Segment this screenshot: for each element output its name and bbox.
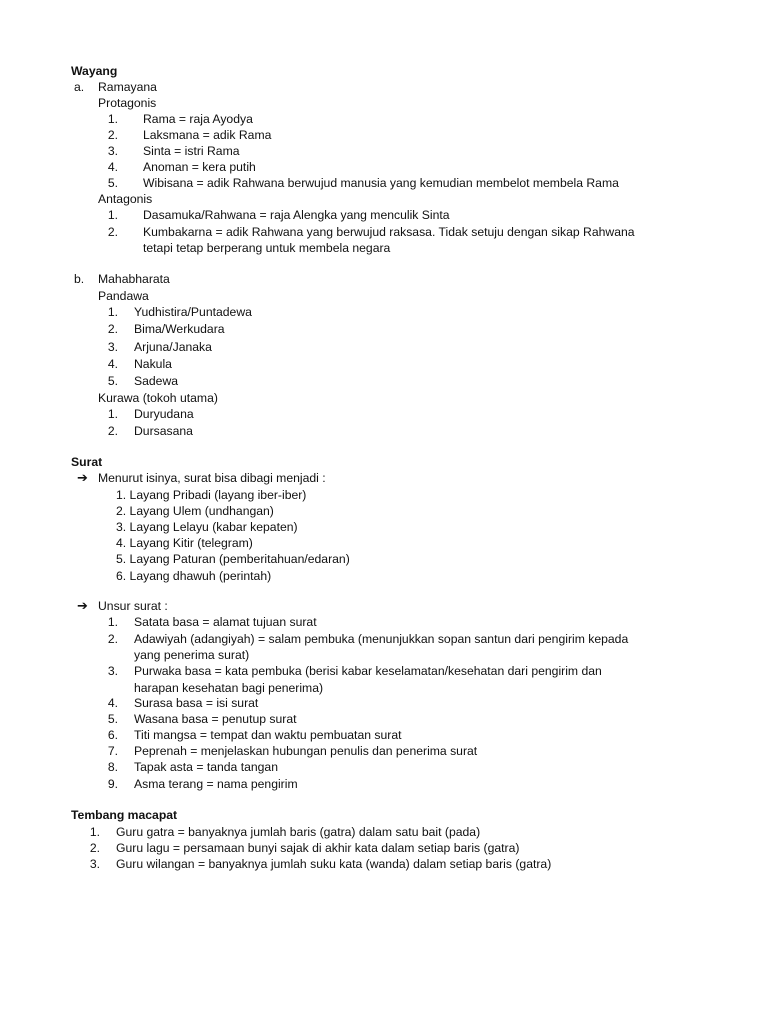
list-item: 2. Layang Ulem (undhangan) [116,504,274,518]
list-number: 1. [107,305,118,319]
list-marker: b. [74,272,85,286]
list-item: 1. Layang Pribadi (layang iber-iber) [116,488,307,502]
list-item: Titi mangsa = tempat dan waktu pembuatan surat [134,728,402,742]
list-item: 5. Layang Paturan (pemberitahuan/edaran) [116,552,350,566]
list-item: Sadewa [134,374,179,388]
list-number: 4. [107,357,118,371]
list-item: Purwaka basa = kata pembuka (berisi kabar keselamatan/kesehatan dari pengirim dan [134,664,602,678]
surat-unsur-intro: Unsur surat : [98,599,168,613]
list-number: 4. [107,696,118,710]
list-number: 2. [107,225,118,239]
list-number: 1. [107,112,118,126]
list-item: 4. Layang Kitir (telegram) [116,536,253,550]
list-item: 6. Layang dhawuh (perintah) [116,569,272,583]
list-number: 5. [107,176,118,190]
list-number: 3. [107,340,118,354]
list-number: 1. [89,825,100,839]
list-item: Arjuna/Janaka [134,340,212,354]
list-number: 1. [107,615,118,629]
list-item: Guru gatra = banyaknya jumlah baris (gatra) dalam satu bait (pada) [116,825,481,839]
list-number: 3. [89,857,100,871]
arrow-bullet-icon: ➔ [77,598,88,613]
list-item: Duryudana [134,407,194,421]
list-number: 2. [107,128,118,142]
list-item: Wibisana = adik Rahwana berwujud manusia yang kemudian membelot membela Rama [143,176,619,190]
list-item: Dursasana [134,424,193,438]
list-item: Asma terang = nama pengirim [134,777,298,791]
list-item-continuation: yang penerima surat) [134,648,250,662]
list-item: Yudhistira/Puntadewa [134,305,252,319]
list-number: 2. [107,322,118,336]
list-item: Anoman = kera putih [143,160,256,174]
surat-isi-intro: Menurut isinya, surat bisa dibagi menjadi : [98,471,326,485]
list-item: Satata basa = alamat tujuan surat [134,615,317,629]
subheading-ramayana: Ramayana [98,80,157,94]
list-marker: a. [74,80,85,94]
list-item: Adawiyah (adangiyah) = salam pembuka (menunjukkan sopan santun dari pengirim kepada [134,632,629,646]
list-item: Wasana basa = penutup surat [134,712,297,726]
list-item: Peprenah = menjelaskan hubungan penulis dan penerima surat [134,744,478,758]
list-item: Nakula [134,357,172,371]
arrow-bullet-icon: ➔ [77,470,88,485]
list-number: 1. [107,407,118,421]
list-item: Guru lagu = persamaan bunyi sajak di akhir kata dalam setiap baris (gatra) [116,841,520,855]
label-antagonis: Antagonis [98,192,153,206]
list-number: 5. [107,712,118,726]
label-pandawa: Pandawa [98,289,149,303]
list-item: Laksmana = adik Rama [143,128,272,142]
subheading-mahabharata: Mahabharata [98,272,170,286]
list-item: Guru wilangan = banyaknya jumlah suku kata (wanda) dalam setiap baris (gatra) [116,857,552,871]
list-item-continuation: tetapi tetap berperang untuk membela negara [143,241,391,255]
list-item: Dasamuka/Rahwana = raja Alengka yang menculik Sinta [143,208,450,222]
list-number: 4. [107,160,118,174]
list-item: Kumbakarna = adik Rahwana yang berwujud raksasa. Tidak setuju dengan sikap Rahwana [143,225,635,239]
heading-surat: Surat [71,455,103,469]
list-number: 8. [107,760,118,774]
list-number: 6. [107,728,118,742]
list-item: Surasa basa = isi surat [134,696,259,710]
list-item: Rama = raja Ayodya [143,112,253,126]
list-number: 5. [107,374,118,388]
list-item: Tapak asta = tanda tangan [134,760,278,774]
list-number: 2. [89,841,100,855]
list-number: 7. [107,744,118,758]
list-number: 2. [107,632,118,646]
heading-tembang-macapat: Tembang macapat [71,808,178,822]
list-number: 2. [107,424,118,438]
heading-wayang: Wayang [71,64,118,78]
list-number: 9. [107,777,118,791]
list-item-continuation: harapan kesehatan bagi penerima) [134,681,324,695]
label-protagonis: Protagonis [98,96,157,110]
list-item: Sinta = istri Rama [143,144,240,158]
list-item: 3. Layang Lelayu (kabar kepaten) [116,520,298,534]
label-kurawa: Kurawa (tokoh utama) [98,391,218,405]
list-item: Bima/Werkudara [134,322,225,336]
list-number: 3. [107,664,118,678]
list-number: 3. [107,144,118,158]
list-number: 1. [107,208,118,222]
